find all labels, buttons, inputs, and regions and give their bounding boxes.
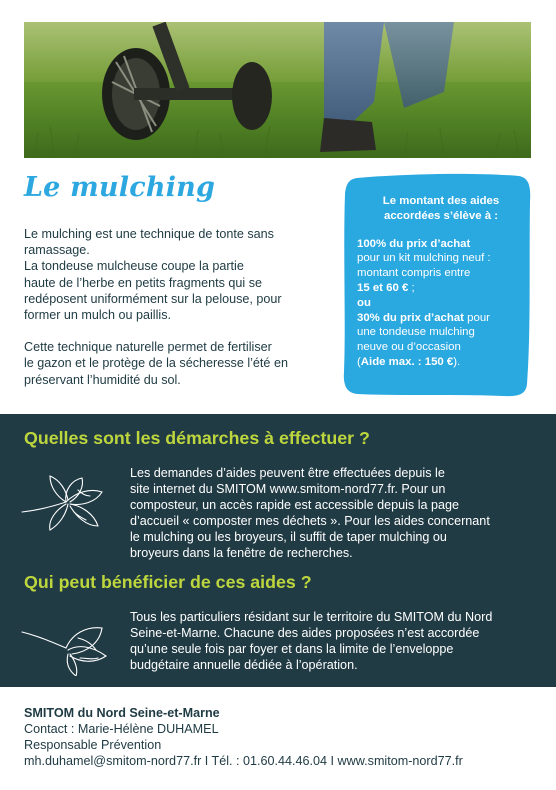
eligibility-text	[130, 609, 528, 673]
info-band	[0, 414, 556, 687]
text-line: composteur, un accès rapide est accessible depuis la page	[130, 498, 460, 512]
aid-detail-line: pour un kit mulching neuf :	[357, 252, 491, 265]
text-line: Tous les particuliers résidant sur le territoire du SMITOM du Nord	[130, 610, 493, 624]
text-line: La tondeuse mulcheuse coupe la partie	[24, 259, 244, 274]
section-title-mulching: Le mulching	[24, 172, 216, 203]
text-line: haute de l’herbe en petits fragments qui se	[24, 275, 263, 290]
procedures-text	[130, 465, 528, 561]
contact-details[interactable]: mh.duhamel@smitom-nord77.fr I Tél. : 01.60.44.46.04 I www.smitom-nord77.fr	[24, 754, 463, 768]
text-line: site internet du SMITOM www.smitom-nord77.fr. Pour un	[130, 482, 446, 496]
aid-or-separator: ou	[357, 296, 371, 309]
contact-block	[24, 705, 463, 769]
mulching-description	[24, 226, 324, 404]
text-line: broyeurs dans la fenêtre de recherches.	[130, 546, 353, 560]
procedures-heading: Quelles sont les démarches à effectuer ?	[24, 428, 370, 448]
text-line: redéposent uniformément sur la pelouse, pour	[24, 291, 282, 306]
text-line: le gazon et le protège de la sécheresse l’été en	[24, 356, 288, 371]
aid-heading-line: Le montant des aides	[382, 195, 500, 207]
lawn-mower-illustration	[24, 22, 531, 158]
aid-percentage-2: 30% du prix d’achat	[357, 311, 464, 324]
text-line: d’accueil « composter mes déchets ». Pour les aides concernant	[130, 514, 490, 528]
eligibility-heading: Qui peut bénéficier de ces aides ?	[24, 572, 312, 592]
text-line: Le mulching est une technique de tonte sans	[24, 227, 274, 241]
contact-person: Contact : Marie-Hélène DUHAMEL	[24, 722, 219, 736]
text-line: former un mulch ou paillis.	[24, 308, 171, 323]
aid-amount-callout	[343, 172, 531, 398]
text-line: qu’une seule fois par foyer et dans la limite de l’enveloppe	[130, 642, 454, 656]
aid-detail-line: neuve ou d’occasion	[357, 341, 461, 354]
aid-heading-line: accordées s’élève à :	[384, 209, 498, 222]
mulching-paragraph-2	[24, 339, 324, 388]
text-line: préservant l’humidité du sol.	[24, 372, 181, 387]
aid-heading	[357, 194, 525, 224]
paren-open: (	[357, 355, 361, 368]
aid-percentage-1: 100% du prix d’achat	[357, 237, 471, 250]
paren-close: ).	[453, 355, 461, 368]
mulching-paragraph-1	[24, 226, 324, 323]
organization-name: SMITOM du Nord Seine-et-Marne	[24, 706, 220, 720]
text-line: Cette technique naturelle permet de fertiliser	[24, 340, 272, 355]
text-line: Seine-et-Marne. Chacune des aides proposées n’est accordée	[130, 626, 480, 640]
flower-line-art-icon	[20, 472, 120, 534]
contact-role: Responsable Prévention	[24, 738, 162, 752]
aid-range-suffix: ;	[408, 281, 415, 294]
aid-percentage-2-suffix: pour	[463, 311, 490, 324]
aid-detail-line: une tondeuse mulching	[357, 326, 475, 339]
aid-detail-line: montant compris entre	[357, 267, 471, 280]
text-line: Les demandes d’aides peuvent être effectuées depuis le	[130, 466, 445, 480]
aid-text	[357, 194, 525, 370]
tulip-line-art-icon	[20, 614, 120, 676]
text-line: le mulching ou les broyeurs, il suffit de taper mulching ou	[130, 530, 447, 544]
hero-photo	[24, 22, 531, 158]
text-line: budgétaire annuelle dédiée à l’opération.	[130, 658, 358, 672]
text-line: ramassage.	[24, 243, 90, 258]
aid-maximum: Aide max. : 150 €	[360, 355, 454, 368]
aid-range: 15 et 60 €	[357, 281, 409, 294]
